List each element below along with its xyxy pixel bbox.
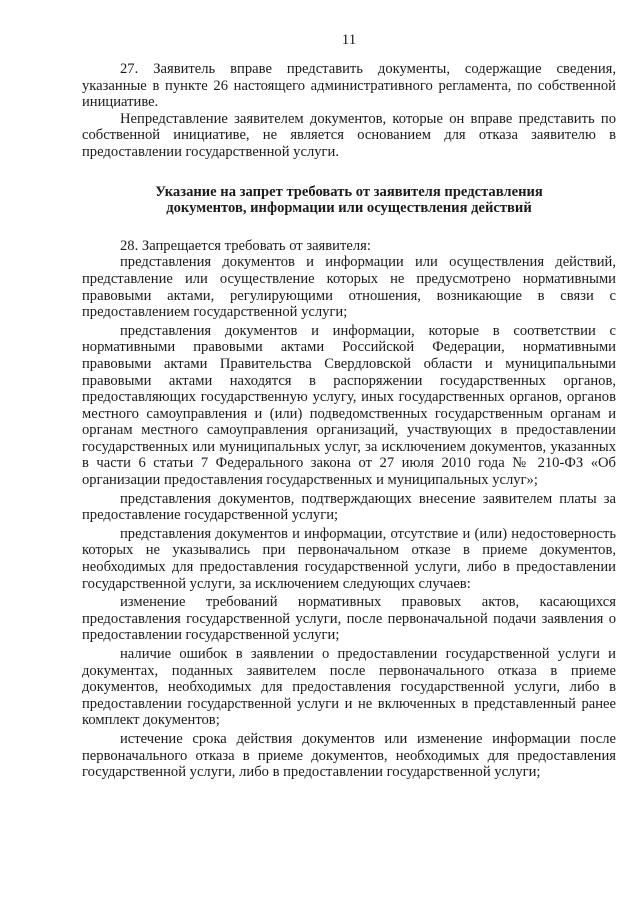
list-item-application-errors: наличие ошибок в заявлении о предоставлении государственной услуги и документах, поданных заявителем после первоначального отказа в приеме документов, необходимых для предоставления государственной услуги, либо в предоставлении государственной услуги и не включенных в представленный ранее комплект документов; (82, 646, 616, 729)
list-item-unspecified-documents: представления документов и информации, отсутствие и (или) недостоверность которых не указывались при первоначальном отказе в приеме документов, необходимых для предоставления государственной услуги, либо в предоставлении государственной услуги, за исключением следующих случаев: (82, 525, 616, 592)
list-item-actions-not-provided: представления документов и информации или осуществления действий, представление или осуществление которых не предусмотрено нормативными правовыми актами, регулирующими отношения, возникающие в связи с предоставлением государственной услуги; (82, 254, 616, 321)
paragraph-28: 28. Запрещается требовать от заявителя: (120, 237, 371, 254)
list-item-payment-documents: представления документов, подтверждающих внесение заявителем платы за предоставление государственной услуги; (82, 490, 616, 524)
list-item-documents-expiry: истечение срока действия документов или изменение информации после первоначального отказа в приеме документов, необходимых для предоставления государственной услуги, либо в предоставлении государственной услуги; (82, 730, 616, 781)
paragraph-non-submission: Непредставление заявителем документов, которые он вправе представить по собственной инициативе, не является основанием для отказа заявителю в предоставлении государственной услуги. (82, 110, 616, 160)
list-item-requirements-change: изменение требований нормативных правовых актов, касающихся предоставления государственной услуги, после первоначальной подачи заявления о предоставлении государственной услуги; (82, 594, 616, 644)
section-heading-line-2: документов, информации или осуществления действий (166, 200, 532, 217)
list-item-documents-in-possession: представления документов и информации, которые в соответствии с нормативными правовыми актами Российской Федерации, нормативными правовыми актами Правительства Свердловской области и муниципальными правовыми актами находятся в распоряжении государственных органов, предоставляющих государственную услугу, иных государственных органов, органов местного самоуправления и (или) подведомственных государственным органам и органам местного самоуправления организаций, участвующих в предоставлении государственных или муниципальных услуг, за исключением документов, указанных в части 6 статьи 7 Федерального закона от 27 июля 2010 года № 210-ФЗ «Об организации предоставления государственных и муниципальных услуг»; (82, 322, 616, 489)
section-heading-line-1: Указание на запрет требовать от заявителя представления (155, 183, 543, 200)
page-number: 11 (341, 32, 357, 48)
document-page (82, 30, 616, 895)
paragraph-27: 27. Заявитель вправе представить документы, содержащие сведения, указанные в пункте 26 настоящего административного регламента, по собственной инициативе. (82, 61, 616, 111)
section-heading (82, 184, 616, 217)
